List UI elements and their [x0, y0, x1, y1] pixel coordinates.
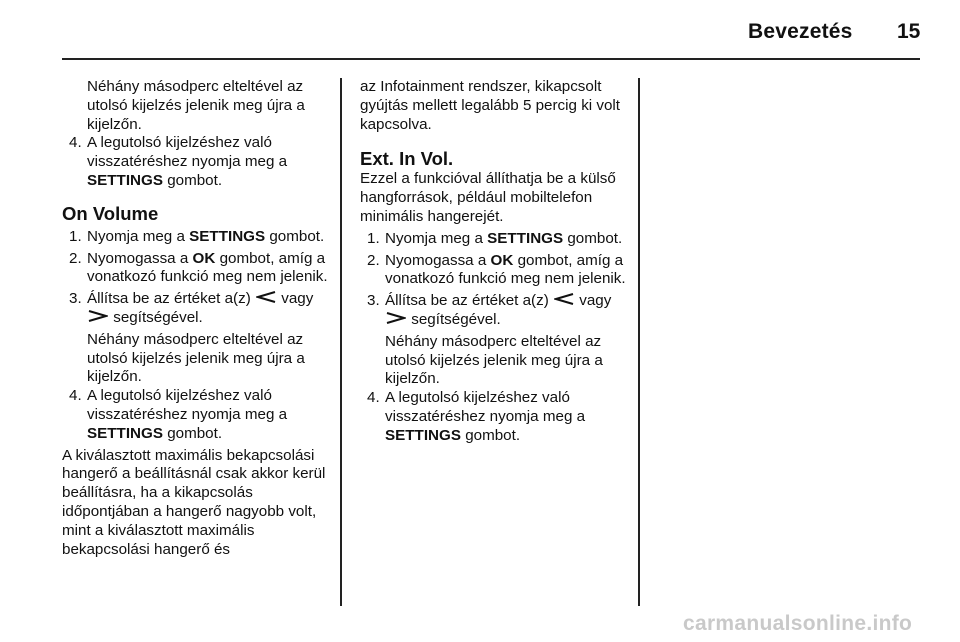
settings-keyword: SETTINGS: [385, 426, 461, 444]
list-number: 4.: [69, 134, 82, 152]
list-number: 1.: [367, 229, 380, 247]
list-item: [62, 387, 334, 443]
intro-paragraph: Néhány másodperc elteltével az utolsó kijelzés jelenik meg újra a kijelzőn.: [87, 78, 305, 133]
right-triangle-icon: [87, 309, 109, 328]
left-triangle-icon: [553, 292, 575, 311]
list-mid: vagy: [579, 292, 612, 310]
page-header-title: Bevezetés: [748, 20, 853, 43]
ok-keyword: OK: [192, 249, 216, 267]
list-tail: gombot.: [567, 229, 623, 247]
list-tail: gombot.: [465, 426, 521, 444]
settings-keyword: SETTINGS: [189, 227, 266, 245]
closing-paragraph: A kiválasztott maximális bekapcsolási hangerő a beállításnál csak akkor kerül beállításra, ha a kikapcsolás időpontjában a hangerő nagyobb volt, mint a kiválasztott maximális bekapcsolási hangerő és: [62, 446, 326, 558]
list-number: 3.: [69, 290, 82, 308]
list-tail: gombot, amíg a vonatkozó funkció meg nem jelenik.: [87, 249, 328, 286]
list-number: 4.: [367, 389, 380, 407]
list-tail: gombot, amíg a vonatkozó funkció meg nem jelenik.: [385, 251, 626, 288]
step-note: Néhány másodperc elteltével az utolsó kijelzés jelenik meg újra a kijelzőn.: [385, 332, 603, 388]
column-divider-1: [340, 78, 342, 606]
list-number: 3.: [367, 292, 380, 310]
left-triangle-icon: [255, 290, 277, 309]
continued-paragraph: az Infotainment rendszer, kikapcsolt gyújtás mellett legalább 5 percig ki volt kapcsolva.: [360, 78, 621, 133]
settings-keyword: SETTINGS: [87, 171, 163, 189]
left-column: [62, 78, 334, 559]
section-intro: Ezzel a funkcióval állíthatja be a külső hangforrások, például mobiltelefon minimális hangerejét.: [360, 170, 616, 225]
list-item: [62, 228, 334, 247]
list-item: [360, 292, 632, 330]
list-text: Állítsa be az értéket a(z): [87, 290, 251, 308]
list-number: 2.: [69, 249, 82, 267]
list-text: Nyomja meg a: [87, 227, 185, 245]
list-item: [360, 252, 632, 290]
section-heading: On Volume: [62, 202, 159, 224]
list-tail: gombot.: [269, 227, 325, 245]
list-number: 1.: [69, 227, 82, 245]
middle-column: [360, 78, 632, 449]
watermark-text: carmanualsonline.info: [683, 612, 913, 635]
list-text: A legutolsó kijelzéshez való visszatéréshez nyomja meg a: [87, 134, 288, 171]
list-text: Nyomja meg a: [385, 229, 483, 247]
ok-keyword: OK: [490, 251, 514, 269]
settings-keyword: SETTINGS: [487, 229, 564, 247]
step-note: Néhány másodperc elteltével az utolsó kijelzés jelenik meg újra a kijelzőn.: [87, 330, 305, 386]
section-heading: Ext. In Vol.: [360, 148, 454, 170]
header-rule: [62, 58, 920, 60]
list-item: [360, 230, 632, 249]
list-number: 4.: [69, 387, 82, 405]
list-item: [62, 134, 334, 190]
list-text: Nyomogassa a: [87, 249, 189, 267]
list-tail: segítségével.: [411, 310, 501, 328]
list-tail: gombot.: [167, 171, 223, 189]
list-item: [360, 389, 632, 445]
page-number: 15: [897, 20, 921, 43]
list-number: 2.: [367, 251, 380, 269]
list-tail: segítségével.: [113, 308, 203, 326]
list-text: A legutolsó kijelzéshez való visszatéréshez nyomja meg a: [87, 387, 288, 423]
list-item: [62, 250, 334, 288]
list-text: Nyomogassa a: [385, 251, 487, 269]
list-text: Állítsa be az értéket a(z): [385, 292, 549, 310]
settings-keyword: SETTINGS: [87, 424, 163, 442]
list-mid: vagy: [281, 290, 314, 308]
list-item: [62, 290, 334, 328]
list-tail: gombot.: [167, 424, 223, 442]
right-triangle-icon: [385, 311, 407, 330]
list-text: A legutolsó kijelzéshez való visszatéréshez nyomja meg a: [385, 389, 586, 425]
column-divider-2: [638, 78, 640, 606]
